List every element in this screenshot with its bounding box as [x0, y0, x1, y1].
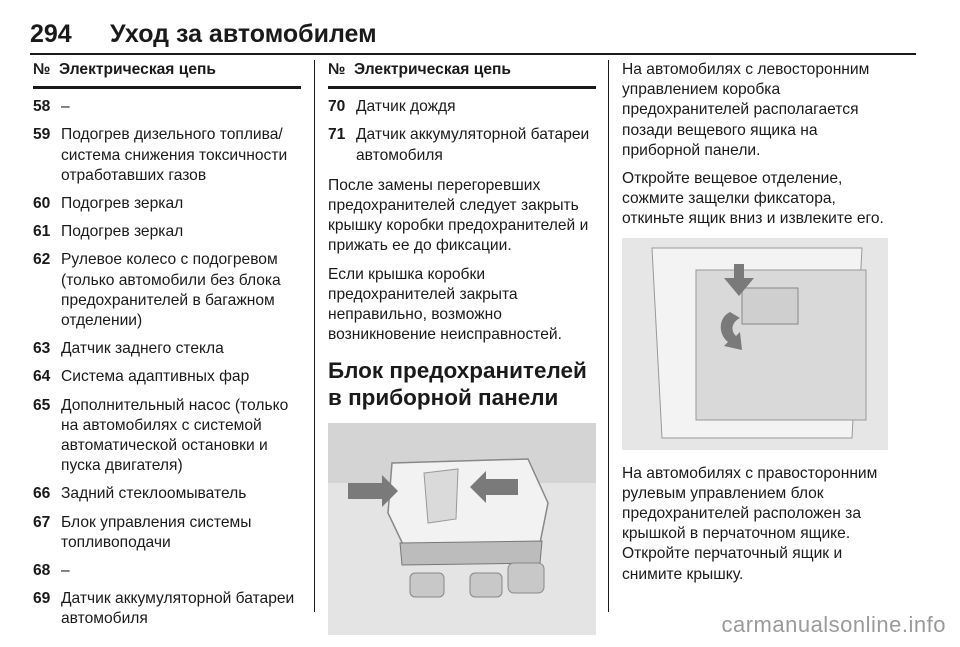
row-text: Подогрев зеркал — [61, 195, 184, 213]
paragraph: На автомобилях с левосторонним управлением коробка предохранителей располагается позади вещевого ящика на приборной панели. — [622, 61, 870, 159]
table-row — [328, 125, 596, 165]
row-text: – — [61, 562, 70, 580]
glovebox-drawing — [328, 423, 596, 635]
table-row — [33, 589, 301, 629]
table-row — [33, 396, 301, 477]
table-header-num: № — [33, 61, 51, 78]
row-number: 58 — [33, 98, 51, 116]
section-heading: Блок предохранителей в приборной панели — [328, 358, 587, 411]
row-number: 71 — [328, 126, 346, 144]
row-text: Датчик аккумуляторной батареи автомобиля — [61, 590, 295, 628]
table-header-name: Электрическая цепь — [354, 61, 511, 78]
glovebox-latch-drawing — [622, 238, 888, 450]
column-left — [33, 60, 301, 638]
row-text: Датчик заднего стекла — [61, 340, 224, 358]
row-text: Подогрев зеркал — [61, 223, 184, 241]
row-text: Подогрев дизельного топлива/ система снижения токсичности отработавших газов — [61, 126, 288, 184]
table-header-num: № — [328, 61, 346, 78]
row-text: Блок управления системы топливоподачи — [61, 513, 252, 551]
row-number: 63 — [33, 340, 51, 358]
row-number: 60 — [33, 195, 51, 213]
page-number: 294 — [30, 20, 72, 48]
page-title: Уход за автомобилем — [110, 20, 377, 48]
row-number: 64 — [33, 368, 51, 386]
table-row — [33, 339, 301, 359]
column-right — [622, 60, 888, 593]
row-text: Дополнительный насос (только на автомобилях с системой автоматической остановки и пуска двигателя) — [61, 396, 289, 475]
glovebox-illustration — [622, 238, 888, 450]
table-body — [328, 97, 596, 166]
column-divider — [314, 60, 315, 612]
column-divider — [608, 60, 609, 612]
table-row — [33, 561, 301, 581]
table-row — [33, 125, 301, 186]
table-row — [328, 97, 596, 117]
row-text: Датчик аккумуляторной батареи автомобиля — [356, 126, 590, 164]
row-number: 59 — [33, 126, 51, 144]
header-rule — [30, 53, 916, 55]
paragraph: Откройте вещевое отделение, сожмите защелки фиксатора, откиньте ящик вниз и извлеките его. — [622, 170, 884, 228]
row-text: – — [61, 98, 70, 116]
column-middle — [328, 60, 596, 647]
table-row — [33, 222, 301, 242]
table-header — [33, 60, 301, 89]
row-text: Система адаптивных фар — [61, 368, 250, 386]
table-header-name: Электрическая цепь — [59, 61, 216, 78]
row-text: Датчик дождя — [356, 98, 456, 116]
table-row — [33, 484, 301, 504]
row-number: 61 — [33, 223, 51, 241]
paragraph: На автомобилях с правосторонним рулевым управлением блок предохранителей расположен за крышкой в перчаточном ящике. Откройте перчаточный ящик и снимите крышку. — [622, 464, 878, 583]
row-text: Задний стеклоомыватель — [61, 485, 247, 503]
page-header — [30, 16, 930, 56]
table-header — [328, 60, 596, 89]
paragraph: После замены перегоревших предохранителей следует закрыть крышку коробки предохранителей и прижать ее до фиксации. — [328, 176, 589, 255]
row-number: 68 — [33, 562, 51, 580]
table-body — [33, 97, 301, 629]
row-number: 62 — [33, 251, 51, 269]
row-number: 65 — [33, 396, 51, 414]
table-row — [33, 513, 301, 553]
row-number: 69 — [33, 590, 51, 608]
table-row — [33, 367, 301, 387]
watermark: carmanualsonline.info — [721, 612, 946, 637]
table-row — [33, 250, 301, 331]
table-row — [33, 194, 301, 214]
row-text: Рулевое колесо с подогревом (только автомобили без блока предохранителей в багажном отделении) — [61, 251, 281, 330]
row-number: 67 — [33, 513, 51, 531]
table-row — [33, 97, 301, 117]
fusebox-illustration — [328, 423, 596, 635]
row-number: 66 — [33, 485, 51, 503]
paragraph: Если крышка коробки предохранителей закрыта неправильно, возможно возникновение неисправностей. — [328, 265, 562, 344]
row-number: 70 — [328, 98, 346, 116]
